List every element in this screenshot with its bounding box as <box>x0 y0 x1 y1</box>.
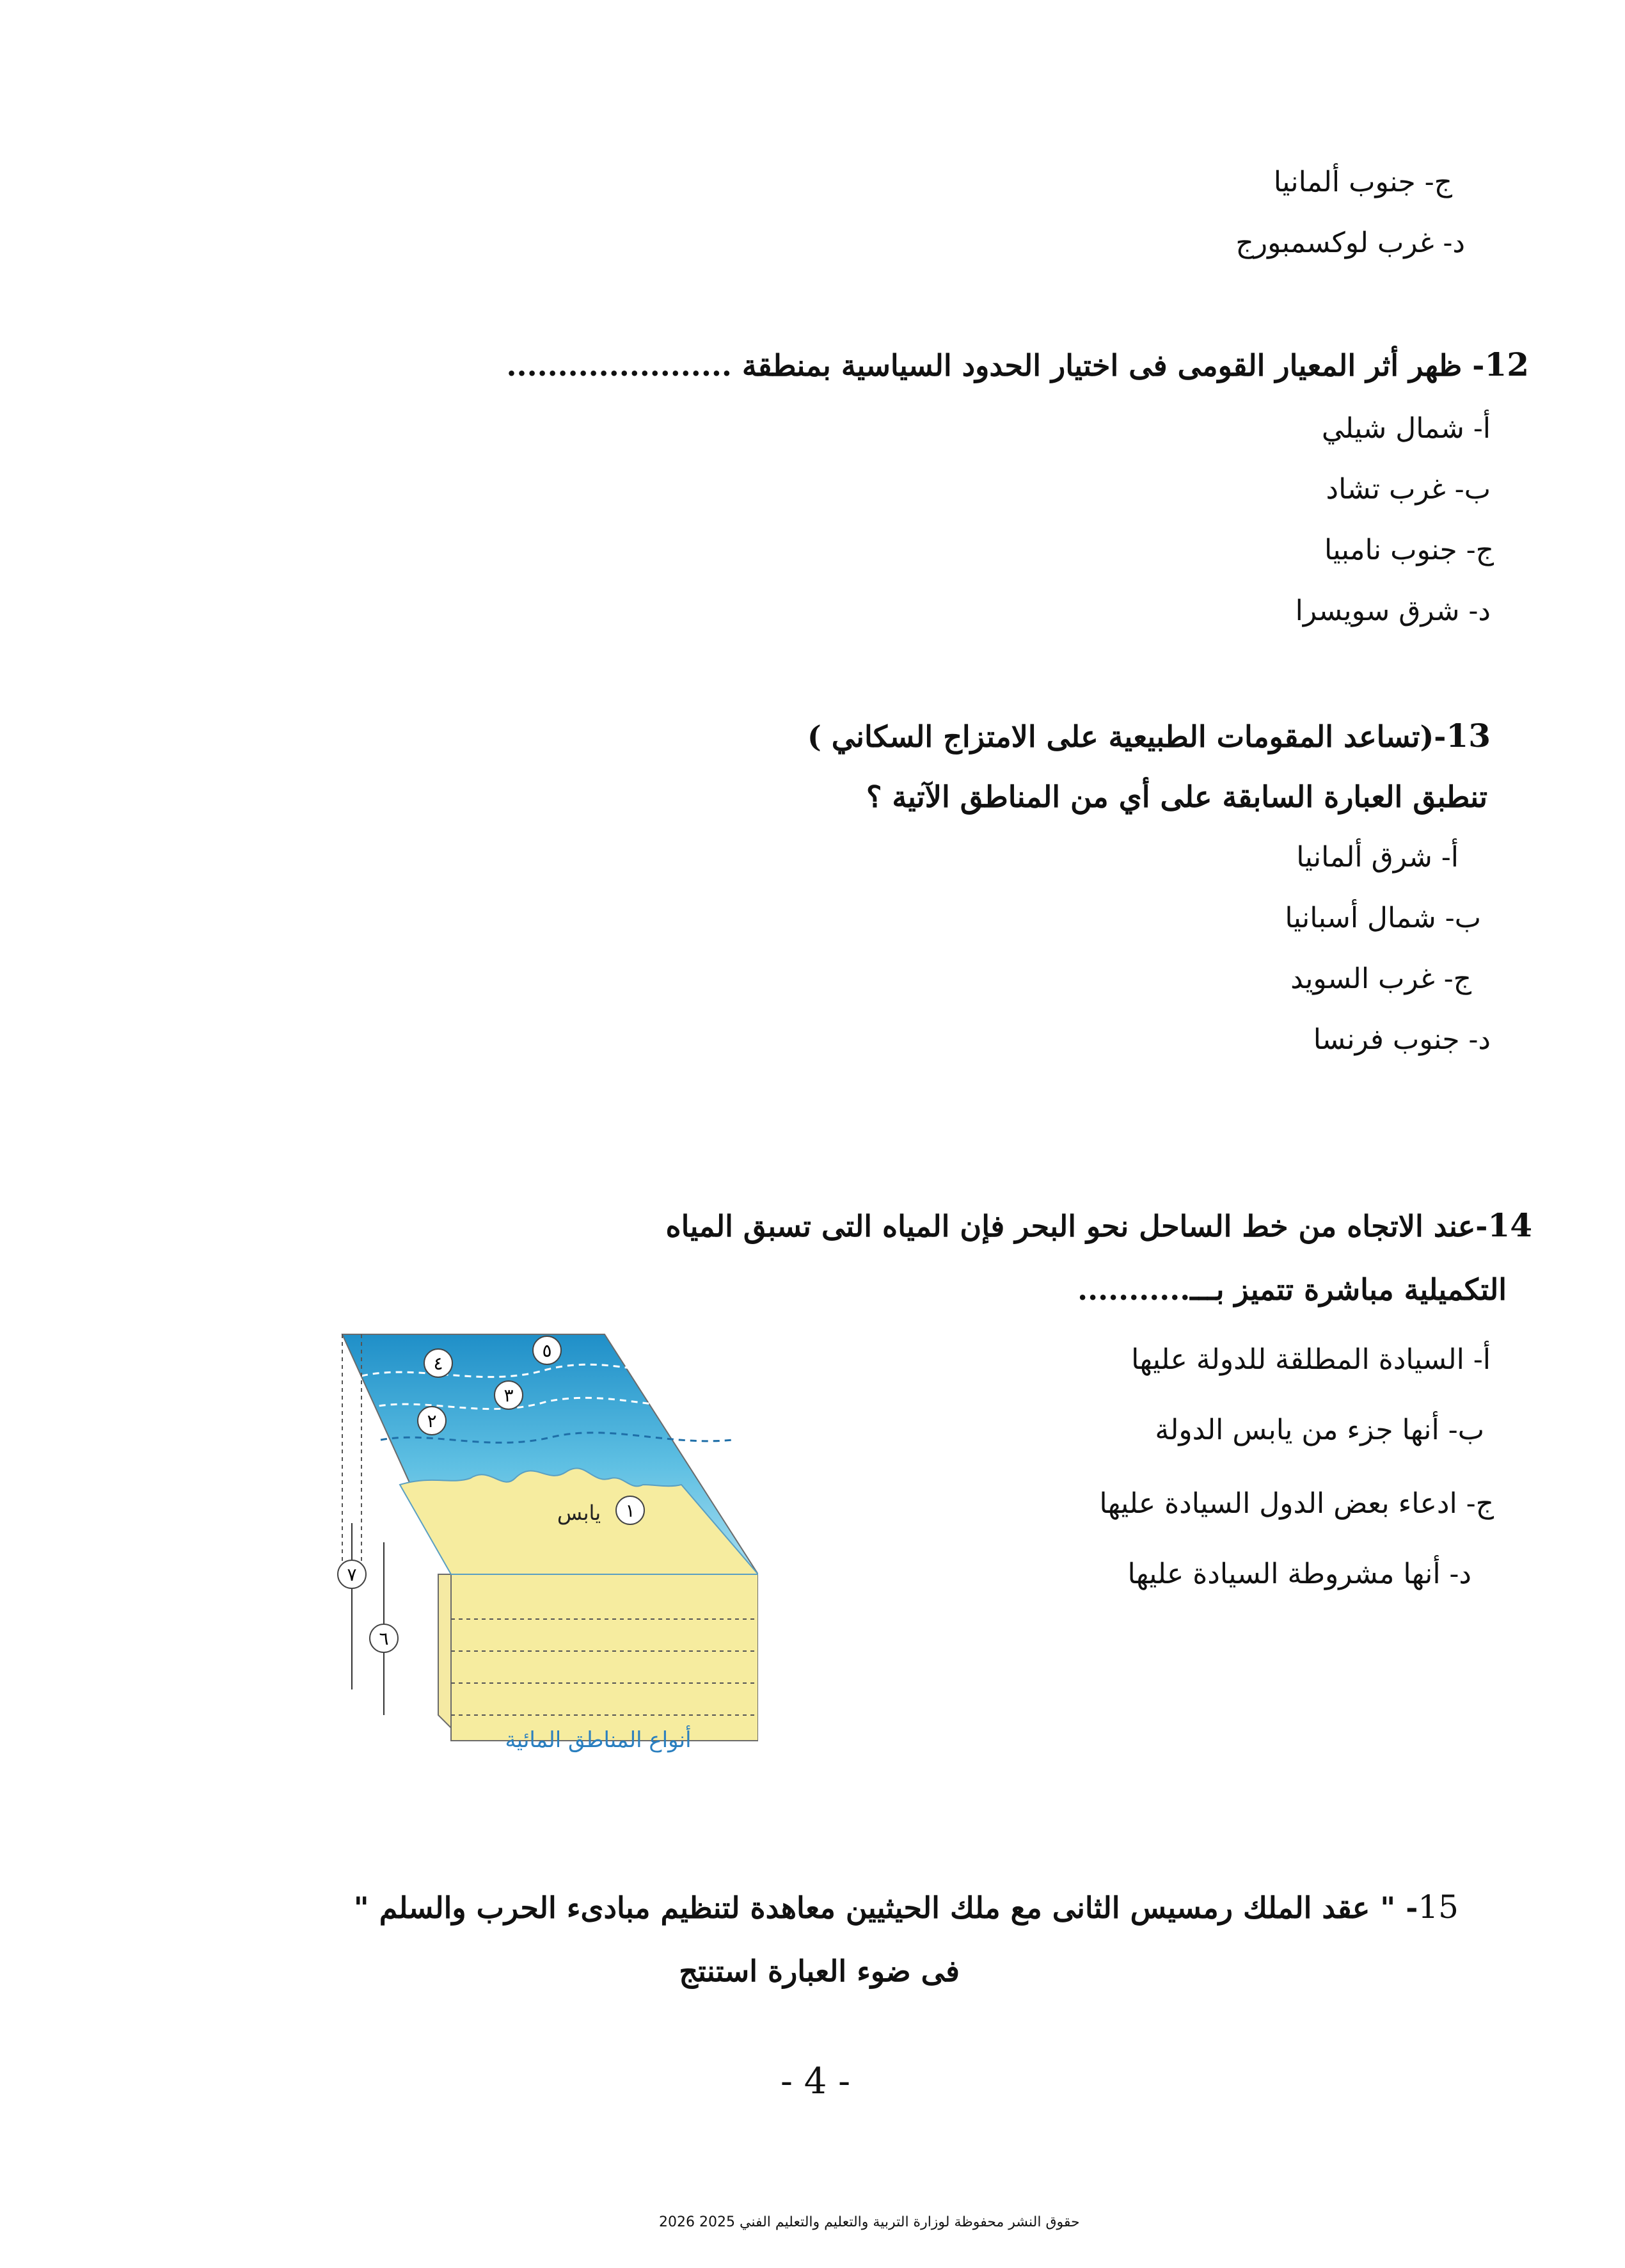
q13-option-c: ج- غرب السويد <box>1290 962 1471 995</box>
land-label: يابس <box>557 1501 601 1525</box>
q15-line2: فى ضوء العبارة استنتج <box>679 1954 960 1988</box>
q13-option-d: د- جنوب فرنسا <box>1313 1023 1491 1056</box>
marker-2-label: ٢ <box>427 1410 437 1432</box>
q12-text: - ظهر أثر المعيار القومى فى اختيار الحدود السياسية بمنطقة ...................... <box>506 348 1485 383</box>
q14-option-b: ب- أنها جزء من يابس الدولة <box>1155 1414 1484 1446</box>
marker-1-label: ١ <box>625 1500 635 1521</box>
marker-1 <box>616 1496 644 1524</box>
q14-option-a: أ- السيادة المطلقة للدولة عليها <box>1131 1343 1491 1376</box>
marker-3 <box>495 1381 523 1409</box>
copyright-footer: حقوق النشر محفوظة لوزارة التربية والتعليم والتعليم الفني 2025 2026 <box>659 2214 1080 2230</box>
q15-text: - " عقد الملك رمسيس الثانى مع ملك الحيثيين معاهدة لتنظيم مبادىء الحرب والسلم " <box>353 1890 1418 1925</box>
q14-option-c: ج- ادعاء بعض الدول السيادة عليها <box>1099 1487 1494 1520</box>
q11-option-c: ج- جنوب ألمانيا <box>1273 166 1452 198</box>
q12-option-a: أ- شمال شيلي <box>1321 412 1491 445</box>
marker-5-label: ٥ <box>542 1340 552 1361</box>
q12-number: 12 <box>1484 346 1529 383</box>
q14-question <box>666 1206 1533 1245</box>
q14-line2: التكميلية مباشرة تتميز بـــ........... <box>1077 1272 1507 1307</box>
q12-question <box>507 346 1529 385</box>
q13-option-b: ب- شمال أسبانيا <box>1285 902 1481 934</box>
q13-question <box>807 717 1491 756</box>
q12-option-c: ج- جنوب نامبيا <box>1324 534 1494 566</box>
q13-line2: تنطبق العبارة السابقة على أي من المناطق الآتية ؟ <box>866 779 1487 814</box>
marker-7 <box>338 1560 366 1588</box>
q12-option-d: د- شرق سويسرا <box>1295 595 1491 627</box>
q13-text: -(تساعد المقومات الطبيعية على الامتزاج السكاني ) <box>807 719 1447 754</box>
marker-7-label: ٧ <box>347 1564 357 1585</box>
figure-caption: أنواع المناطق المائية <box>505 1727 692 1753</box>
q11-option-d: د- غرب لوكسمبورج <box>1235 227 1465 259</box>
q15-number: 15 <box>1418 1889 1459 1926</box>
q12-option-b: ب- غرب تشاد <box>1326 473 1491 506</box>
marker-4 <box>424 1349 452 1377</box>
marker-6 <box>370 1624 398 1652</box>
page-number: - 4 - <box>781 2061 851 2102</box>
q14-number: 14 <box>1487 1206 1532 1244</box>
q13-option-a: أ- شرق ألمانيا <box>1296 841 1459 874</box>
q13-number: 13 <box>1446 717 1491 755</box>
marker-5 <box>533 1336 561 1364</box>
water-zones-figure <box>323 1293 758 1753</box>
marker-4-label: ٤ <box>433 1353 443 1374</box>
marker-6-label: ٦ <box>379 1628 389 1649</box>
q15-question <box>354 1888 1459 1927</box>
marker-2 <box>418 1407 446 1435</box>
q14-text: -عند الاتجاه من خط الساحل نحو البحر فإن المياه التى تسبق المياه <box>665 1209 1488 1243</box>
q14-option-d: د- أنها مشروطة السيادة عليها <box>1127 1558 1471 1590</box>
marker-3-label: ٣ <box>503 1385 514 1406</box>
